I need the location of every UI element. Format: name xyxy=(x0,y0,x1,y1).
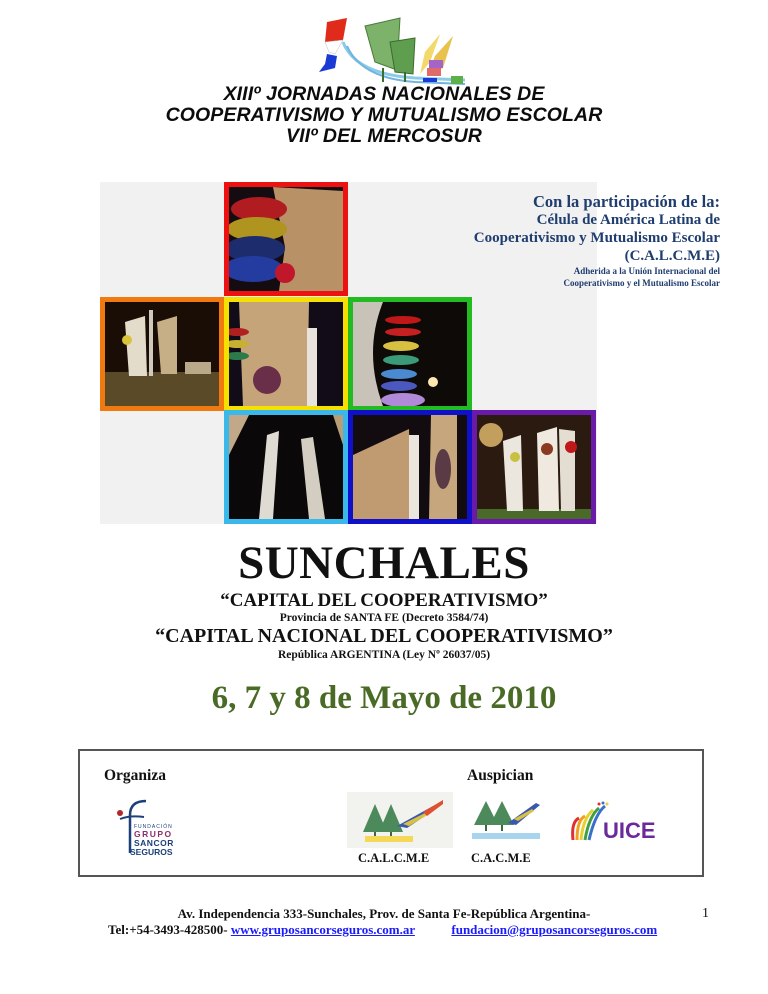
photo-tile-blue xyxy=(348,410,472,524)
city-title-1: “CAPITAL DEL COOPERATIVISMO” xyxy=(220,590,548,611)
participation-org-line-2: Cooperativismo y Mutualismo Escolar xyxy=(473,230,720,246)
event-title xyxy=(0,84,768,147)
participation-acronym: (C.A.L.C.M.E) xyxy=(624,248,720,264)
city-name: SUNCHALES xyxy=(238,537,530,589)
auspician-label: Auspician xyxy=(467,767,534,784)
event-date: 6, 7 y 8 de Mayo de 2010 xyxy=(211,680,557,716)
svg-text:UICE: UICE xyxy=(603,818,656,843)
cacme-caption: C.A.C.M.E xyxy=(471,851,531,865)
participation-note-line-1: Adherida a la Unión Internacional del xyxy=(573,266,720,276)
footer-address: Av. Independencia 333-Sunchales, Prov. de Santa Fe-República Argentina- xyxy=(177,906,591,921)
email-link[interactable]: fundacion@gruposancorseguros.com xyxy=(451,922,658,937)
participation-block xyxy=(474,192,720,288)
calcme-caption: C.A.L.C.M.E xyxy=(358,851,430,865)
cacme-logo-icon xyxy=(470,797,542,843)
photo-tile-orange xyxy=(100,297,224,411)
city-title-2-note: República ARGENTINA (Ley Nº 26037/05) xyxy=(277,649,491,661)
title-line-2: COOPERATIVISMO Y MUTUALISMO ESCOLAR xyxy=(165,104,603,126)
organiza-label: Organiza xyxy=(104,767,166,784)
city-title-2: “CAPITAL NACIONAL DEL COOPERATIVISMO” xyxy=(155,625,613,647)
participation-heading: Con la participación de la: xyxy=(532,192,720,211)
photo-tile-red xyxy=(224,182,348,296)
title-line-3: VIIº DEL MERCOSUR xyxy=(286,125,482,147)
sancor-seguros-logo-icon xyxy=(108,797,176,857)
photo-tile-violet xyxy=(472,410,596,524)
footer-contact xyxy=(108,922,657,937)
svg-text:FUNDACIÓN: FUNDACIÓN xyxy=(134,824,173,830)
footer-phone: Tel:+54-3493-428500- xyxy=(108,922,228,937)
participation-note-line-2: Cooperativismo y el Mutualismo Escolar xyxy=(563,277,720,288)
uice-logo-icon xyxy=(567,800,659,845)
svg-text:SEGUROS: SEGUROS xyxy=(130,847,173,857)
photo-tile-light-blue xyxy=(224,410,348,524)
photo-tile-green xyxy=(348,297,472,411)
svg-text:GRUPO: GRUPO xyxy=(134,829,173,839)
calcme-logo-icon xyxy=(347,792,453,848)
svg-text:SANCOR: SANCOR xyxy=(134,838,174,848)
website-link[interactable]: www.gruposancorseguros.com.ar xyxy=(230,922,415,937)
title-line-1: XIIIº JORNADAS NACIONALES DE xyxy=(223,83,545,105)
photo-tile-yellow xyxy=(224,297,348,411)
city-title-1-note: Provincia de SANTA FE (Decreto 3584/74) xyxy=(279,612,489,624)
participation-org-line-1: Célula de América Latina de xyxy=(536,212,720,228)
jornadas-logo-icon xyxy=(305,12,465,90)
page-number: 1 xyxy=(702,906,709,921)
